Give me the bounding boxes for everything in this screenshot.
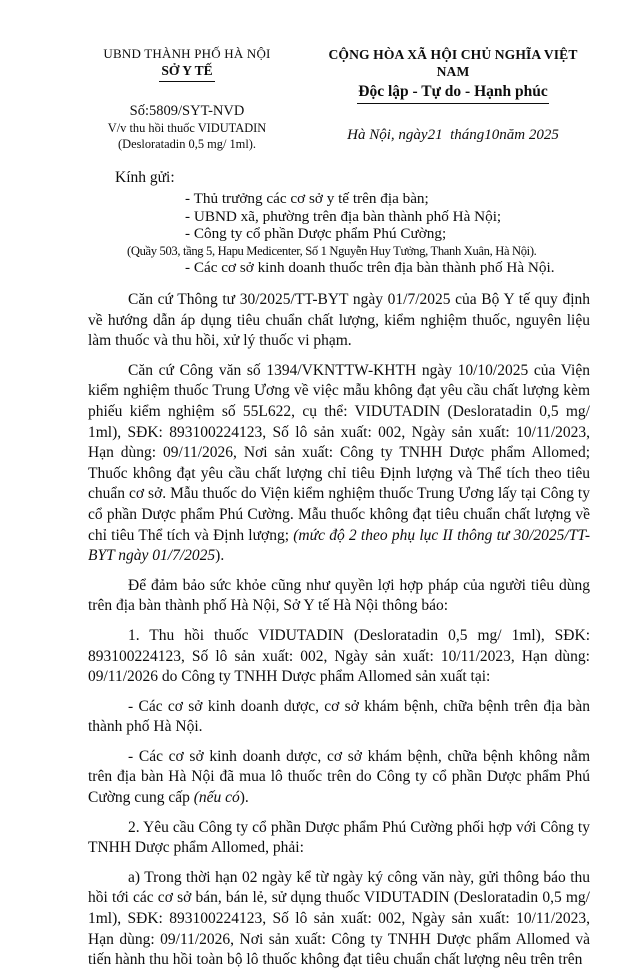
subject-line-1: V/v thu hồi thuốc VIDUTADIN	[107, 121, 267, 135]
subject-line-2: (Desloratadin 0,5 mg/ 1ml).	[118, 137, 256, 151]
paragraph-recall-scope-2-main: - Các cơ sở kinh doanh dược, cơ sở khám bệnh, chữa bệnh không nằm trên địa bàn Hà Nội đã mua lô thuốc trên do Công ty cổ phần Dược phẩm Phú Cường cung cấp	[88, 747, 590, 807]
national-heading-block	[316, 46, 590, 152]
issuer-block	[58, 46, 316, 152]
paragraph-recall-scope-2-italic: (nếu có	[193, 789, 240, 807]
paragraph-legal-basis-1: Căn cứ Thông tư 30/2025/TT-BYT ngày 01/7/2025 của Bộ Y tế quy định về hướng dẫn áp dụng tiêu chuẩn chất lượng, kiểm nghiệm thuốc, nguyên liệu làm thuốc và thu hồi, xử lý thuốc vi phạm.	[88, 291, 590, 350]
place-and-date: Hà Nội, ngày21 tháng10năm 2025	[347, 127, 559, 143]
paragraph-recall-scope-2	[88, 747, 590, 809]
paragraph-legal-basis-2	[88, 361, 590, 567]
paragraph-announcement-intro: Để đảm bảo sức khỏe cũng như quyền lợi hợp pháp của người tiêu dùng trên địa bàn thành phố Hà Nội, Sở Y tế Hà Nội thông báo:	[88, 576, 590, 615]
letterhead	[58, 46, 590, 152]
issuer-parent-org: UBND THÀNH PHỐ HÀ NỘI	[103, 46, 271, 61]
recipient-item: - Công ty cổ phần Dược phẩm Phú Cường;	[185, 225, 447, 242]
paragraph-recall-scope-2-end: ).	[239, 789, 249, 807]
national-title: CỘNG HÒA XÃ HỘI CHỦ NGHĨA VIỆT NAM	[328, 47, 578, 79]
paragraph-legal-basis-2-italic: (mức độ 2 theo phụ lục II thông tư 30/2025/TT-BYT ngày 01/7/2025	[88, 526, 590, 565]
recipient-address-note: (Quầy 503, tầng 5, Hapu Medicenter, Số 1 Nguyễn Huy Tưởng, Thanh Xuân, Hà Nội).	[127, 243, 537, 258]
paragraph-recall-item-1: 1. Thu hồi thuốc VIDUTADIN (Desloratadin 0,5 mg/ 1ml), SĐK: 893100224123, Số lô sản xuất: 002, Ngày sản xuất: 10/11/2023, Hạn dùng: 09/11/2026 do Công ty TNHH Dược phẩm Allomed sản xuất tại:	[88, 626, 590, 686]
paragraph-recall-scope-1: - Các cơ sở kinh doanh dược, cơ sở khám bệnh, chữa bệnh trên địa bàn thành phố Hà Nội.	[88, 697, 590, 736]
paragraph-legal-basis-2-main: Căn cứ Công văn số 1394/VKNTTW-KHTH ngày 10/10/2025 của Viện kiểm nghiệm thuốc Trung Ương về việc mẫu không đạt yêu cầu chất lượng kèm phiếu kiểm nghiệm số 55L622, cụ thể: VIDUTADIN (Desloratadin 0,5 mg/ 1ml), SĐK: 893100224123, Số lô sản xuất: 002, Ngày sản xuất: 10/11/2023, Hạn dùng: 09/11/2026, Nơi sản xuất: Công ty TNHH Dược phẩm Allomed; Thuốc không đạt yêu cầu chất lượng chỉ tiêu Định lượng và Thể tích theo tiêu chuẩn cơ sở. Mẫu thuốc do Viện kiểm nghiệm thuốc Trung Ương lấy tại Công ty cổ phần Dược phẩm Phú Cường. Mẫu thuốc không đạt tiêu chuẩn chất lượng về chỉ tiêu Thể tích và Định lượng;	[88, 361, 590, 544]
recipient-item: - Các cơ sở kinh doanh thuốc trên địa bàn thành phố Hà Nội.	[185, 258, 555, 276]
paragraph-requirement-item-2: 2. Yêu cầu Công ty cổ phần Dược phẩm Phú Cường phối hợp với Công ty TNHH Dược phẩm Allomed, phải:	[88, 818, 590, 857]
recipient-list	[127, 190, 590, 276]
issuer-org-name: SỞ Y TẾ	[159, 63, 214, 82]
salutation-label: Kính gửi:	[115, 169, 175, 186]
paragraph-legal-basis-2-end: ).	[215, 547, 225, 565]
national-motto: Độc lập - Tự do - Hạnh phúc	[357, 82, 548, 104]
recipient-item: - UBND xã, phường trên địa bàn thành phố Hà Nội;	[185, 207, 502, 225]
recipient-item: - Thủ trưởng các cơ sở y tế trên địa bàn;	[185, 190, 429, 207]
document-number: Số:5809/SYT-NVD	[129, 103, 245, 119]
paragraph-requirement-2a: a) Trong thời hạn 02 ngày kể từ ngày ký công văn này, gửi thông báo thu hồi tới các cơ sở bán, bán lẻ, sử dụng thuốc VIDUTADIN (Desloratadin 0,5 mg/ 1ml), SĐK: 893100224123, Số lô sản xuất: 002, Ngày sản xuất: 10/11/2023, Hạn dùng: 09/11/2026, Nơi sản xuất: Công ty TNHH Dược phẩm Allomed và tiến hành thu hồi toàn bộ lô thuốc không đạt tiêu chuẩn chất lượng nêu trên trên	[88, 868, 590, 969]
letter-body	[88, 290, 590, 971]
